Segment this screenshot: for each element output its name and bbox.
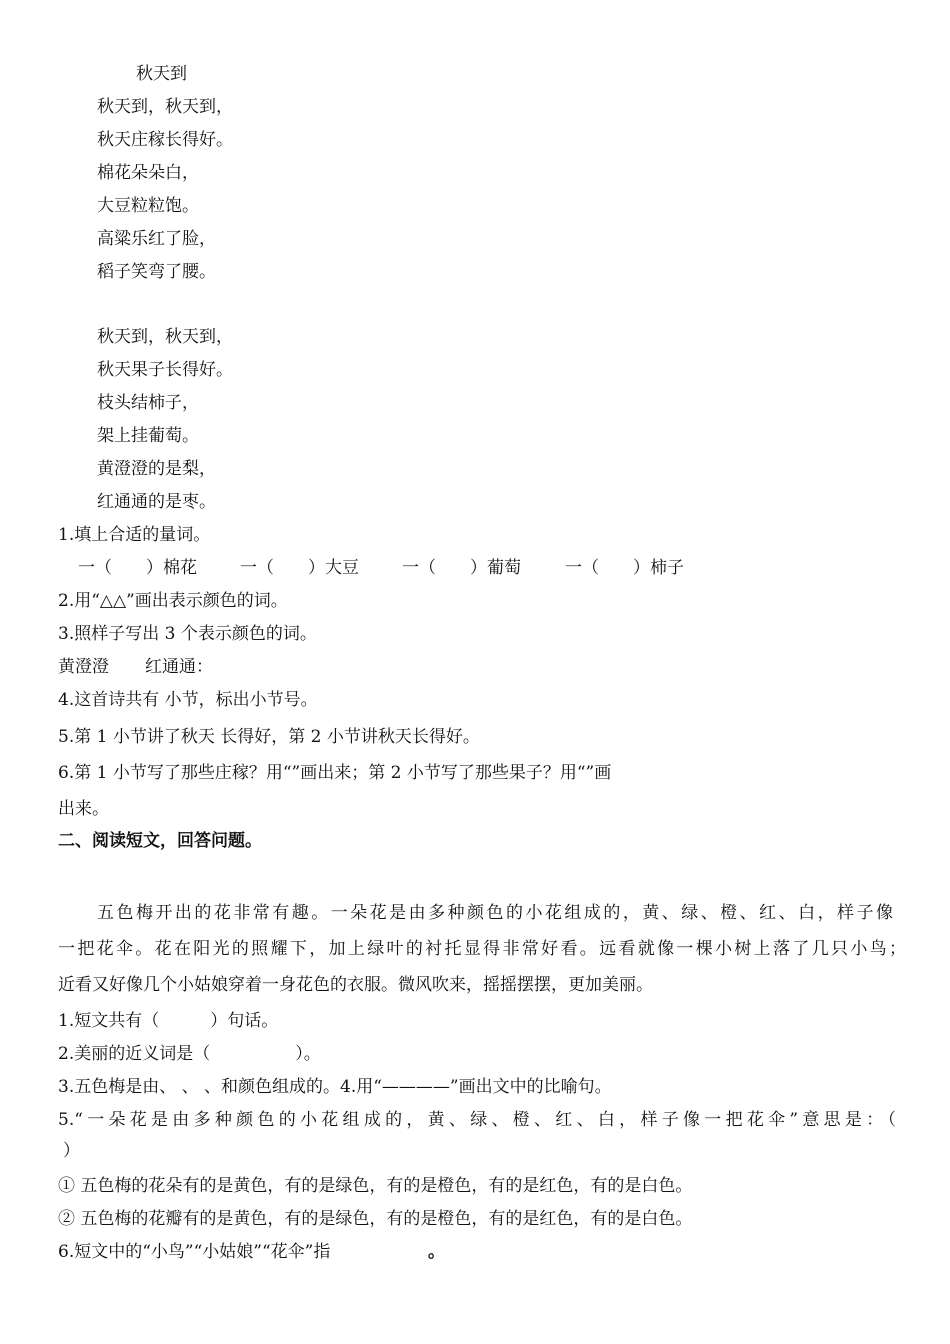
- blank-soybean: 一（ ）大豆: [240, 558, 359, 578]
- q3-example-2: 红通通：: [145, 657, 213, 677]
- s2-question-5-cont: ）: [63, 1141, 80, 1161]
- poem-line: 黄澄澄的是梨，: [97, 459, 216, 479]
- poem-line: 枝头结柿子，: [97, 393, 199, 413]
- s2-question-3: 3.五色梅是由、 、 、和颜色组成的。4.用“————”画出文中的比喻句。: [58, 1077, 612, 1097]
- question-6: 6.第 1 小节写了那些庄稼？用“”画出来；第 2 小节写了那些果子？用“”画: [58, 763, 612, 783]
- option-1: ① 五色梅的花朵有的是黄色，有的是绿色，有的是橙色，有的是红色，有的是白色。: [58, 1176, 693, 1196]
- q3-example-1: 黄澄澄: [58, 657, 109, 677]
- passage-line: 一把花伞。花在阳光的照耀下，加上绿叶的衬托显得非常好看。远看就像一棵小树上落了几只小鸟；: [58, 939, 906, 959]
- section-heading: 二、阅读短文，回答问题。: [58, 831, 262, 851]
- option-2: ② 五色梅的花瓣有的是黄色，有的是绿色，有的是橙色，有的是红色，有的是白色。: [58, 1209, 693, 1229]
- poem-line: 红通通的是枣。: [97, 492, 216, 512]
- question-1: 1.填上合适的量词。: [58, 525, 211, 545]
- blank-grape: 一（ ）葡萄: [402, 558, 521, 578]
- s2-question-6-end: 。: [428, 1242, 445, 1262]
- poem-line: 棉花朵朵白，: [97, 163, 199, 183]
- poem-line: 架上挂葡萄。: [97, 426, 199, 446]
- blank-cotton: 一（ ）棉花: [78, 558, 197, 578]
- s2-question-5: 5.“一朵花是由多种颜色的小花组成的，黄、绿、橙、红、白，样子像一把花伞”意思是：（: [58, 1110, 896, 1130]
- s2-question-1: 1.短文共有（ ）句话。: [58, 1011, 279, 1031]
- poem-line: 秋天到，秋天到，: [97, 327, 233, 347]
- poem-line: 大豆粒粒饱。: [97, 196, 199, 216]
- poem-line: 高粱乐红了脸，: [97, 229, 216, 249]
- passage-line: 近看又好像几个小姑娘穿着一身花色的衣服。微风吹来，摇摇摆摆，更加美丽。: [58, 975, 653, 995]
- poem-line: 秋天果子长得好。: [97, 360, 233, 380]
- question-5: 5.第 1 小节讲了秋天 长得好，第 2 小节讲秋天长得好。: [58, 727, 480, 747]
- question-4: 4.这首诗共有 小节，标出小节号。: [58, 690, 318, 710]
- s2-question-6: 6.短文中的“小鸟”“小姑娘”“花伞”指: [58, 1242, 331, 1262]
- blank-persimmon: 一（ ）柿子: [565, 558, 684, 578]
- passage-line: 五色梅开出的花非常有趣。一朵花是由多种颜色的小花组成的，黄、绿、橙、红、白，样子像: [97, 903, 893, 923]
- poem-line: 稻子笑弯了腰。: [97, 262, 216, 282]
- poem-title: 秋天到: [136, 64, 187, 84]
- question-2: 2.用“△△”画出表示颜色的词。: [58, 591, 288, 611]
- s2-question-2: 2.美丽的近义词是（ ）。: [58, 1044, 321, 1064]
- question-3: 3.照样子写出 3 个表示颜色的词。: [58, 624, 317, 644]
- poem-line: 秋天到，秋天到，: [97, 97, 233, 117]
- question-6-cont: 出来。: [58, 799, 109, 819]
- poem-line: 秋天庄稼长得好。: [97, 130, 233, 150]
